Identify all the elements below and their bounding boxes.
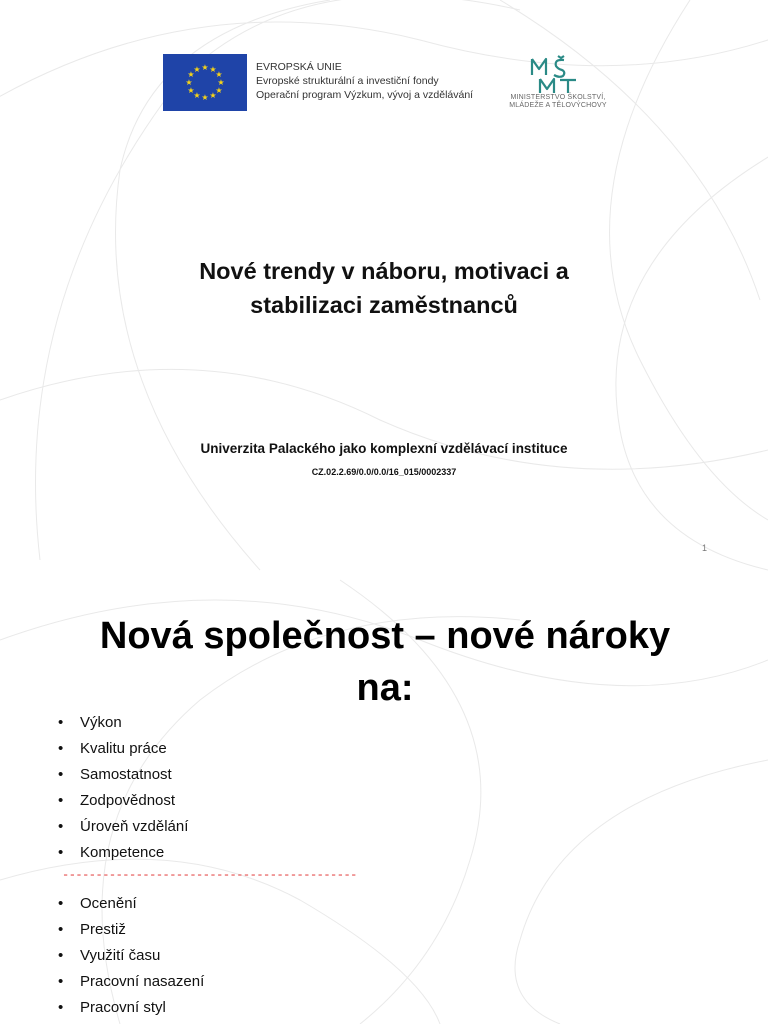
msmt-caption-line-2: MLÁDEŽE A TĚLOVÝCHOVY <box>509 102 607 109</box>
slide-2 <box>0 580 768 1024</box>
project-code: CZ.02.2.69/0.0/0.0/16_015/0002337 <box>311 467 457 477</box>
bullet-icon: • <box>58 973 64 990</box>
svg-text:★: ★ <box>193 65 201 74</box>
bullet-icon: • <box>58 818 64 835</box>
list-item <box>58 710 188 736</box>
dashed-separator: -------------------------------------------- <box>62 868 357 882</box>
svg-text:★: ★ <box>193 91 201 100</box>
list-item-label: Kvalitu práce <box>80 740 167 757</box>
msmt-logo-caption <box>502 94 614 110</box>
svg-text:★: ★ <box>187 70 195 79</box>
eu-logo-line-2: Evropské strukturální a investiční fondy <box>256 75 439 87</box>
slide-heading <box>40 610 730 714</box>
page-number: 1 <box>701 543 707 553</box>
list-item-label: Samostatnost <box>80 766 172 783</box>
title-line-1: Nové trendy v náboru, motivaci a <box>199 258 569 284</box>
list-item-label: Zodpovědnost <box>80 792 176 809</box>
bullet-icon: • <box>58 895 64 912</box>
list-item <box>58 995 204 1021</box>
bullet-icon: • <box>58 766 64 783</box>
bullet-icon: • <box>58 999 64 1016</box>
list-item <box>58 917 204 943</box>
list-item <box>58 788 188 814</box>
svg-text:★: ★ <box>209 65 217 74</box>
list-item <box>58 943 204 969</box>
bullet-icon: • <box>58 921 64 938</box>
list-item-label: Ocenění <box>80 895 137 912</box>
list-item-label: Kompetence <box>80 844 165 861</box>
svg-text:★: ★ <box>217 78 225 87</box>
list-item-label: Úroveň vzdělání <box>80 818 189 835</box>
heading-line-1: Nová společnost – nové nároky <box>99 615 671 657</box>
list-item <box>58 736 188 762</box>
list-item <box>58 969 204 995</box>
bullet-icon: • <box>58 947 64 964</box>
list-item <box>58 814 188 840</box>
presentation-subtitle: Univerzita Palackého jako komplexní vzdělávací instituce <box>200 441 568 456</box>
eu-logo-line-3: Operační program Výzkum, vývoj a vzdělávání <box>256 89 474 101</box>
list-item-label: Prestiž <box>80 921 126 938</box>
svg-text:★: ★ <box>215 86 223 95</box>
list-item <box>58 762 188 788</box>
svg-text:★: ★ <box>215 70 223 79</box>
bullet-icon: • <box>58 714 64 731</box>
svg-text:★: ★ <box>185 78 193 87</box>
eu-logo-line-1: EVROPSKÁ UNIE <box>256 61 342 73</box>
list-item-label: Výkon <box>80 714 122 731</box>
bullet-icon: • <box>58 740 64 757</box>
presentation-title <box>84 254 684 322</box>
bullet-icon: • <box>58 792 64 809</box>
msmt-logo-icon <box>528 55 588 95</box>
msmt-caption-line-1: MINISTERSTVO ŠKOLSTVÍ, <box>510 94 606 101</box>
eu-logo-text <box>256 60 473 102</box>
svg-text:★: ★ <box>201 93 209 102</box>
svg-text:★: ★ <box>209 91 217 100</box>
list-item-label: Pracovní styl <box>80 999 166 1016</box>
title-line-2: stabilizaci zaměstnanců <box>250 292 518 318</box>
svg-text:★: ★ <box>201 63 209 72</box>
heading-line-2: na: <box>356 667 414 709</box>
bullet-list-bottom <box>58 891 204 1021</box>
bullet-icon: • <box>58 844 64 861</box>
bullet-list-top <box>58 710 188 866</box>
list-item-label: Využití času <box>80 947 161 964</box>
list-item <box>58 840 188 866</box>
list-item <box>58 891 204 917</box>
svg-text:★: ★ <box>187 86 195 95</box>
list-item-label: Pracovní nasazení <box>80 973 205 990</box>
eu-flag-icon <box>163 54 247 111</box>
